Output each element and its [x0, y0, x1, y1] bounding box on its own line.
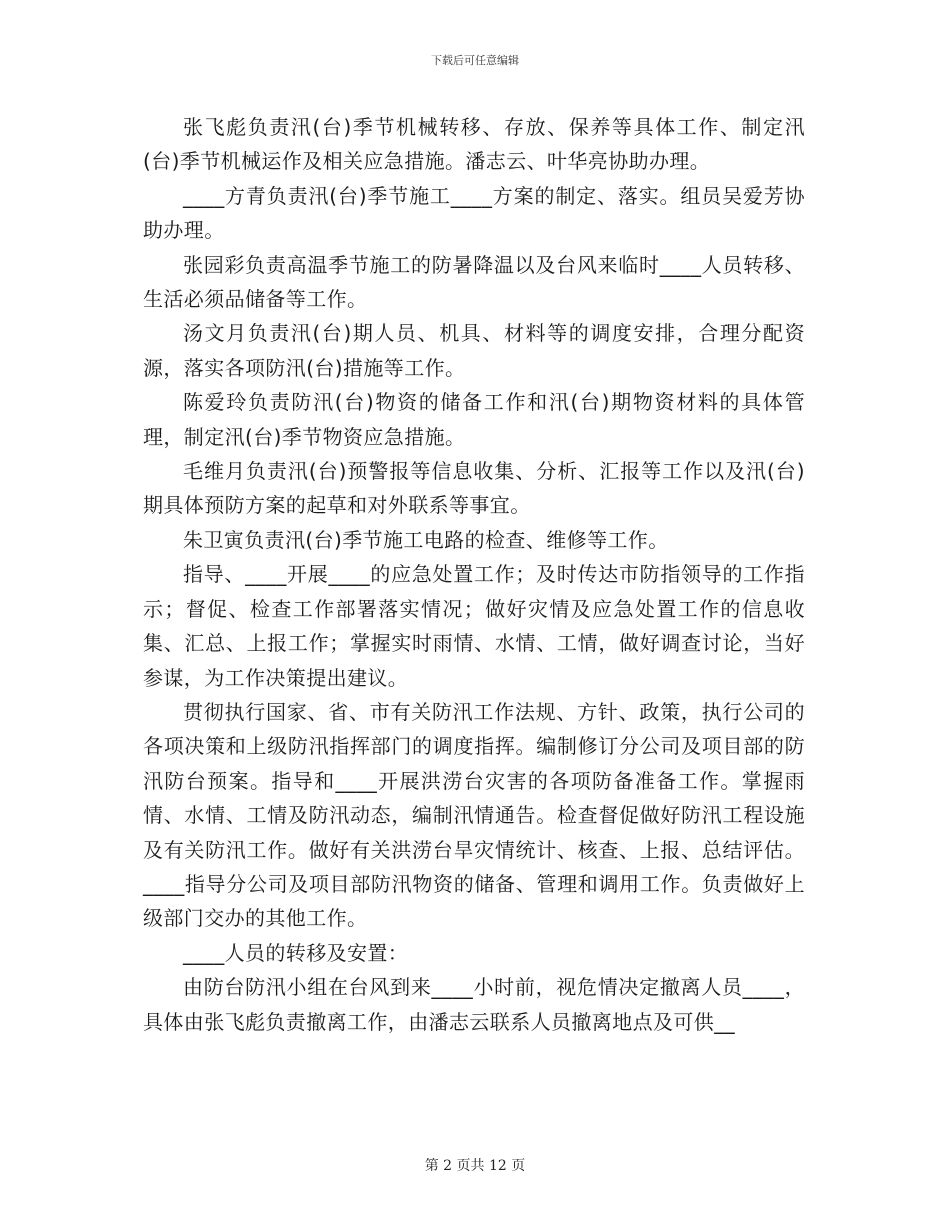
paragraph-mao-weiyue: 毛维月负责汛(台)预警报等信息收集、分析、汇报等工作以及汛(台)期具体预防方案的起草和对外联系等事宜。	[143, 459, 805, 518]
paragraph-fang-qing: ____方青负责汛(台)季节施工____方案的制定、落实。组员吴爱芳协助办理。	[143, 183, 805, 243]
paragraph-section-heading: ____人员的转移及安置：	[183, 940, 409, 965]
paragraph-guidance-duties: 指导、____开展____的应急处置工作；及时传达市防指领导的工作指示；督促、检查工作部署落实情况；做好灾情及应急处置工作的信息收集、汇总、上报工作；掌握实时雨情、水情、工情，做好调查讨论，当好参谋，为工作决策提出建议。	[143, 562, 805, 690]
paragraph-evacuation: 由防台防汛小组在台风到来____小时前，视危情决定撤离人员____，具体由张飞彪负责撤离工作，由潘志云联系人员撤离地点及可供__	[143, 975, 805, 1034]
document-body	[143, 110, 805, 1039]
paragraph-chen-ailing: 陈爱玲负责防汛(台)物资的储备工作和汛(台)期物资材料的具体管理，制定汛(台)季节物资应急措施。	[143, 390, 805, 449]
paragraph-zhang-feibiao: 张飞彪负责汛(台)季节机械转移、存放、保养等具体工作、制定汛(台)季节机械运作及相关应急措施。潘志云、叶华亮协助办理。	[143, 115, 805, 174]
page-header: 下载后可任意编辑	[431, 54, 519, 67]
paragraph-zhu-weiyin: 朱卫寅负责汛(台)季节施工电路的检查、维修等工作。	[183, 527, 669, 552]
paragraph-zhang-yuancai: 张园彩负责高温季节施工的防暑降温以及台风来临时____人员转移、生活必须品储备等工作。	[143, 252, 805, 312]
page-footer: 第 2 页共 12 页	[424, 1158, 526, 1174]
paragraph-tang-wenyue: 汤文月负责汛(台)期人员、机具、材料等的调度安排，合理分配资源，落实各项防汛(台)措施等工作。	[143, 321, 805, 380]
paragraph-policy-duties: 贯彻执行国家、省、市有关防汛工作法规、方针、政策，执行公司的各项决策和上级防汛指挥部门的调度指挥。编制修订分公司及项目部的防汛防台预案。指导和____开展洪涝台灾害的各项防备准备工作。掌握雨情、水情、工情及防汛动态，编制汛情通告。检查督促做好防汛工程设施及有关防汛工作。做好有关洪涝台旱灾情统计、核查、上报、总结评估。____指导分公司及项目部防汛物资的储备、管理和调用工作。负责做好上级部门交办的其他工作。	[143, 699, 805, 931]
